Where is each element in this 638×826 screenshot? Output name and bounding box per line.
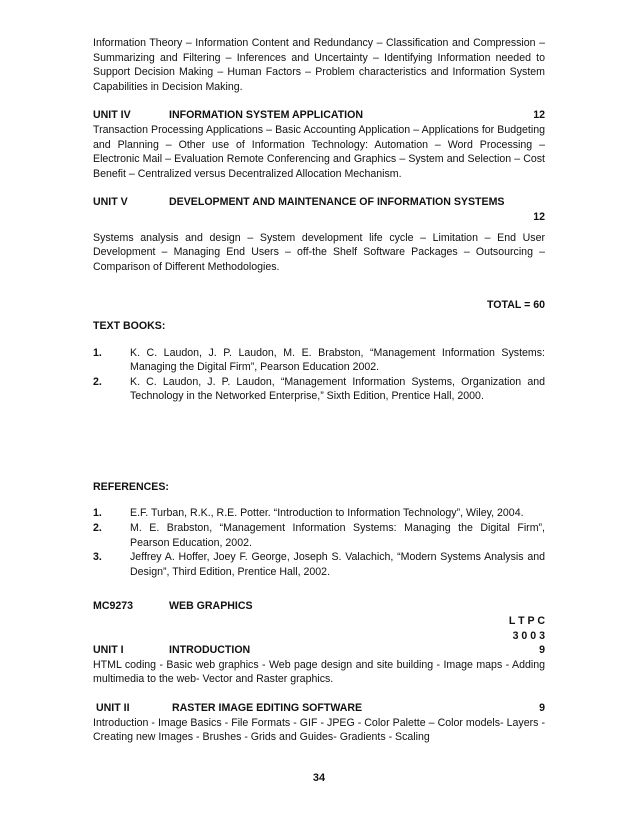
unit-title: DEVELOPMENT AND MAINTENANCE OF INFORMATION SYSTEMS (169, 196, 505, 209)
unit-hours: 9 (539, 702, 545, 714)
intro-paragraph: Information Theory – Information Content and Redundancy – Classification and Compression – Summarizing and Filtering – Inferences and Uncertainty – Identifying Information needed to Support Decision Making – Human Factors – Problem characteristics and Information System Capabilities in Decision Making. (93, 37, 545, 93)
item-number: 2. (93, 522, 102, 535)
unit-hours: 9 (539, 644, 545, 657)
ltpc-label: L T P C (508, 615, 545, 628)
textbooks-list (93, 346, 545, 404)
item-text: M. E. Brabston, “Management Information Systems: Managing the Digital Firm”, Pearson Education, 2002. (130, 522, 545, 549)
textbooks-heading: TEXT BOOKS: (93, 319, 166, 332)
unit-i-content: HTML coding - Basic web graphics - Web page design and site building - Image maps - Adding multimedia to the web- Vector and Raster graphics. (93, 658, 545, 686)
item-text: Jeffrey A. Hoffer, Joey F. George, Joseph S. Valachich, “Modern Systems Analysis and Design”, Third Edition, Prentice Hall, 2002. (130, 551, 545, 578)
item-text: E.F. Turban, R.K., R.E. Potter. “Introduction to Information Technology”, Wiley, 2004. (130, 507, 524, 520)
ltpc-values: 3 0 0 3 (512, 629, 545, 642)
unit-ii-header (96, 701, 545, 716)
unit-v-content: Systems analysis and design – System development life cycle – Limitation – End User Development – Managing End Users – off-the Shelf Software Packages – Outsourcing – Comparison of Different Methodologies. (93, 231, 545, 273)
item-number: 2. (93, 375, 102, 388)
list-item (93, 375, 545, 404)
unit-iv-header (93, 108, 545, 123)
unit-code: UNIT I (93, 644, 124, 657)
course-code: MC9273 (93, 600, 134, 613)
list-item (93, 550, 545, 579)
unit-iv-content: Transaction Processing Applications – Basic Accounting Application – Applications for Budgeting and Planning – Other use of Information Technology: Automation – Word Processing – Electronic Mail – Evaluation Remote Conferencing and Graphics – System and Selection – Cost Benefit – Centralized versus Decentralized Allocation Mechanism. (93, 123, 545, 180)
item-number: 1. (93, 507, 102, 520)
unit-i-header (93, 643, 545, 658)
course-header (93, 599, 545, 614)
document-page (93, 36, 545, 745)
list-item (93, 346, 545, 375)
list-item (93, 521, 545, 550)
page-number: 34 (312, 772, 326, 784)
list-item (93, 506, 545, 521)
total-hours: TOTAL = 60 (487, 299, 545, 312)
unit-code: UNIT IV (93, 109, 131, 122)
unit-v-header (93, 195, 545, 210)
course-title: WEB GRAPHICS (169, 600, 253, 613)
unit-ii-content: Introduction - Image Basics - File Formats - GIF - JPEG - Color Palette – Color models- Layers - Creating new Images - Brushes - Grids and Guides- Gradients - Scaling (93, 716, 545, 744)
item-text: K. C. Laudon, J. P. Laudon, M. E. Brabston, “Management Information Systems: Managing the Digital Firm”, Pearson Education 2002. (130, 346, 545, 374)
unit-title: INFORMATION SYSTEM APPLICATION (169, 109, 364, 122)
references-list (93, 506, 545, 579)
item-text: K. C. Laudon, J. P. Laudon, “Management Information Systems, Organization and Technology in the Networked Enterprise,” Sixth Edition, Prentice Hall, 2000. (130, 375, 545, 403)
references-heading: REFERENCES: (93, 480, 169, 493)
unit-title: INTRODUCTION (169, 644, 251, 657)
unit-title: RASTER IMAGE EDITING SOFTWARE (172, 702, 363, 714)
unit-code: UNIT V (93, 196, 128, 209)
unit-hours: 12 (533, 210, 545, 223)
unit-hours: 12 (533, 109, 545, 122)
item-number: 3. (93, 551, 102, 564)
item-number: 1. (93, 346, 102, 359)
unit-code: UNIT II (96, 702, 130, 714)
